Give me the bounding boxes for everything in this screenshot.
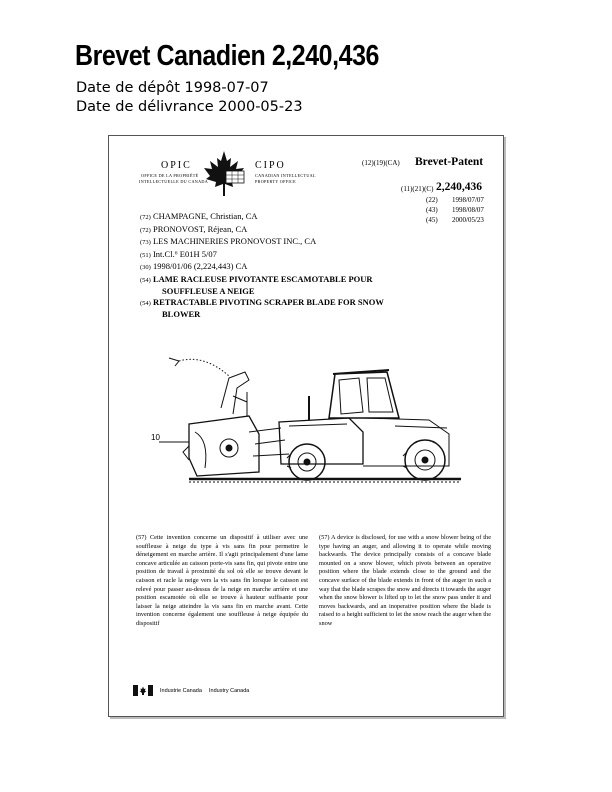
cipo-subtitle-1: CANADIAN INTELLECTUAL — [255, 173, 316, 178]
page-title: Brevet Canadien 2,240,436 — [75, 40, 379, 72]
doc-type-code: (12)(19)(CA) — [362, 159, 400, 167]
issue-date: Date de délivrance 2000-05-23 — [76, 99, 303, 115]
cipo-label: CIPO — [255, 160, 286, 171]
biblio-line: (72) CHAMPAGNE, Christian, CA — [140, 211, 258, 221]
drawing-reference-label: 10 — [151, 433, 160, 442]
opic-subtitle-1: OFFICE DE LA PROPRIÉTÉ — [141, 173, 199, 178]
maple-leaf-icon — [198, 149, 250, 199]
abstract-french: (57) Cette invention concerne un dispositif à utiliser avec une souffleuse à neige du type à vis sans fin pour permettre le déneigement en marche arrière. Il s'agit principalement d'une lame concave articulée au caisson porte-vis sans fin, qui pivote entre une position de travail à proximité du sol où elle se trouve devant le caisson et racle la neige vers la vis sans fin lorsque le caisson est relevé pour passer au-dessus de la neige en marche arrière et une position escamotée où elle se trouve à hauteur suffisante pour laisser la neige atteindre la vis sans fin en marche avant. Cette invention concerne également une souffleuse à neige équipée du dispositif — [136, 534, 308, 627]
patent-number: 2,240,436 — [436, 181, 482, 193]
biblio-line: BLOWER — [162, 309, 201, 319]
date-value-22: 1998/07/07 — [452, 196, 484, 204]
filing-date: Date de dépôt 1998-07-07 — [76, 80, 269, 96]
snow-blower-drawing — [149, 336, 469, 491]
biblio-line: (73) LES MACHINERIES PRONOVOST INC., CA — [140, 236, 317, 246]
number-code: (11)(21)(C) — [401, 185, 434, 193]
date-code-45: (45) — [426, 216, 438, 224]
biblio-line: (51) Int.Cl.⁶ E01H 5/07 — [140, 248, 217, 259]
footer-industry-canada: Industry Canada — [209, 688, 250, 694]
biblio-block — [140, 211, 384, 320]
footer-industrie-canada: Industrie Canada — [160, 688, 202, 694]
date-value-43: 1998/08/07 — [452, 206, 484, 214]
biblio-line: (30) 1998/01/06 (2,224,443) CA — [140, 261, 248, 271]
patent-document — [108, 135, 504, 717]
cipo-subtitle-2: PROPERTY OFFICE — [255, 179, 296, 184]
date-code-43: (43) — [426, 206, 438, 214]
biblio-line: (72) PRONOVOST, Réjean, CA — [140, 223, 248, 234]
biblio-line: (54) RETRACTABLE PIVOTING SCRAPER BLADE FOR SNOW — [140, 296, 384, 307]
biblio-line: (54) LAME RACLEUSE PIVOTANTE ESCAMOTABLE POUR — [140, 273, 373, 284]
biblio-line: SOUFFLEUSE A NEIGE — [162, 286, 255, 296]
date-code-22: (22) — [426, 196, 438, 204]
date-value-45: 2000/05/23 — [452, 216, 484, 224]
abstract-english: (57) A device is disclosed, for use with a snow blower being of the type having an auger, and allowing it to operate while moving backwards. The device principally consists of a concave blade mounted on a snow blower, which pivots between an operative position where the blade extends close to the ground and the concave surface of the blade extends in front of the auger in such a way that the blade scrapes the snow and directs it towards the auger when the snow blower is lifted up to let the snow pass under it and moves backwards, and an inoperative position where the blade is raised to a height sufficient to let the snow reach the auger when the snow — [319, 534, 491, 627]
opic-label: OPIC — [161, 160, 192, 171]
opic-subtitle-2: INTELLECTUELLE DU CANADA — [139, 179, 209, 184]
doc-type: Brevet-Patent — [415, 156, 484, 168]
canada-flag-icon — [133, 685, 153, 696]
